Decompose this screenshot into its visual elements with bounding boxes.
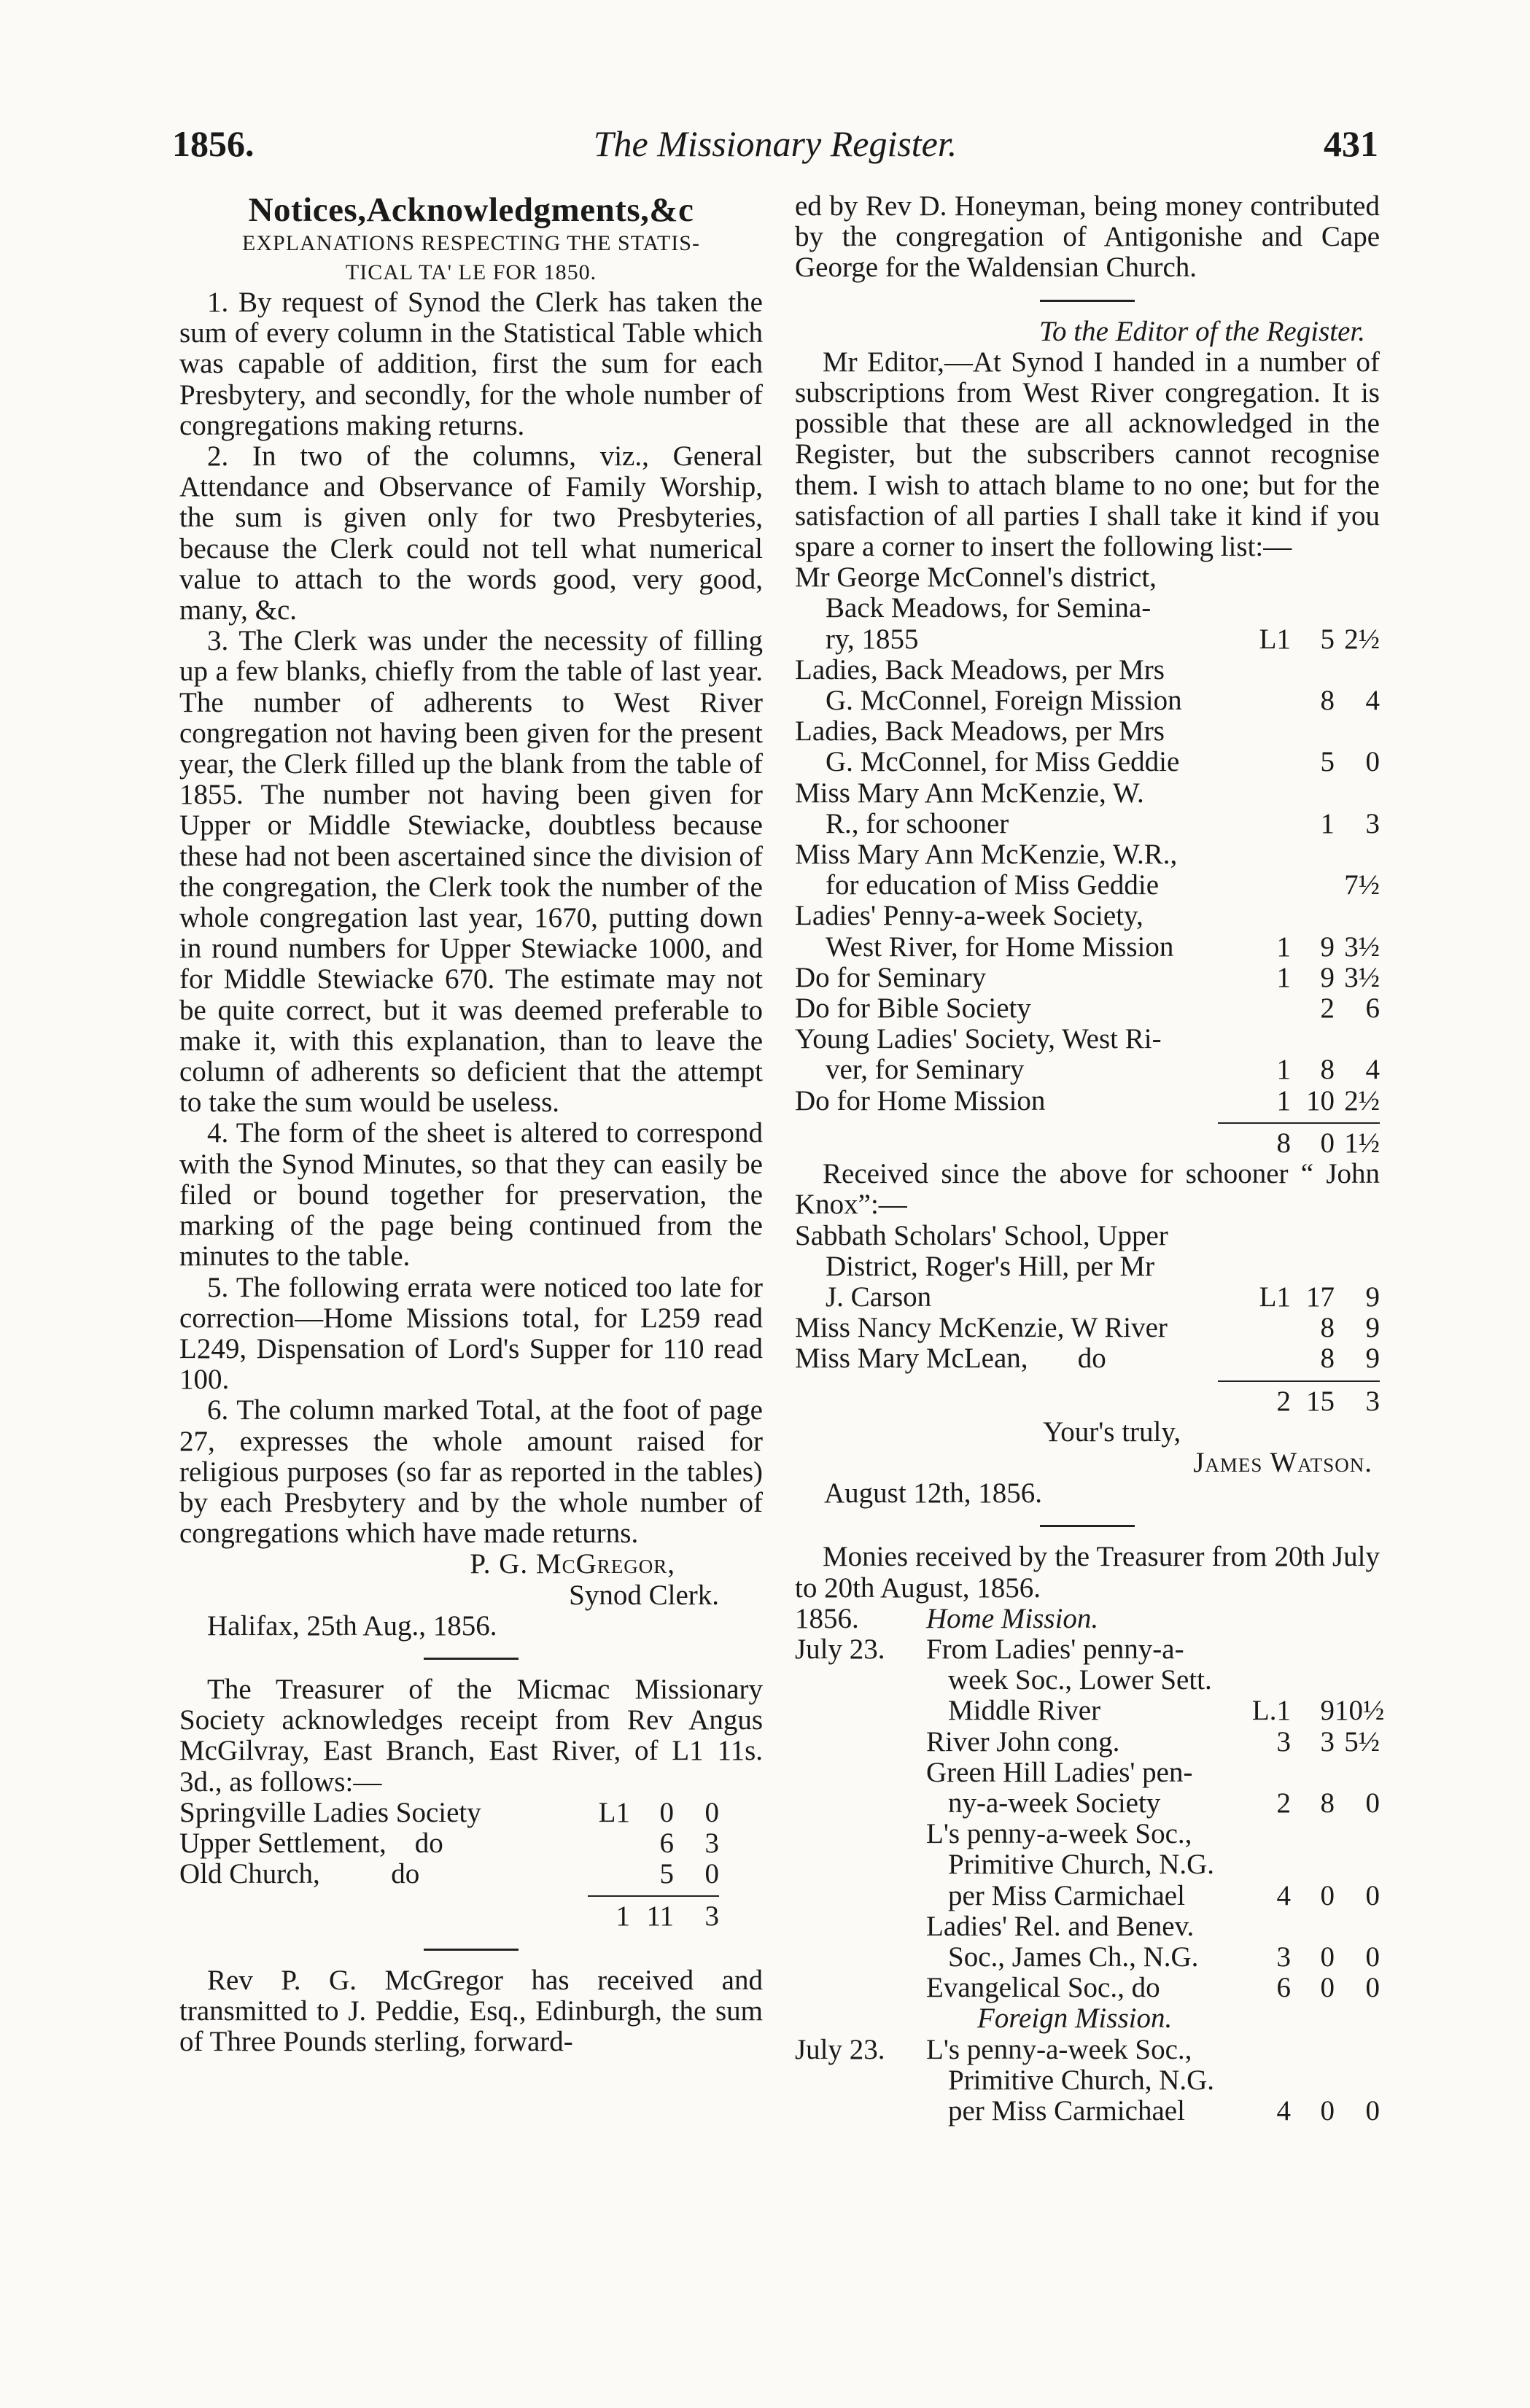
list-item <box>795 1221 1380 1313</box>
home-mission-list <box>795 1633 1385 2004</box>
amount-shillings: 2 <box>1320 993 1335 1025</box>
list-item-line <box>795 1788 1380 1819</box>
paragraph-5: 5. The following errata were noticed too late for correction—Home Missions total, for L259 read L249, Dispensation of Lord's Supper for 110 read 100. <box>179 1271 763 1396</box>
amount-pence: 2½ <box>1344 1084 1380 1116</box>
section-divider <box>424 1658 519 1660</box>
total-row: 8 0 1½ <box>1276 1127 1380 1159</box>
entry-description: L's penny-a-week Soc., <box>926 1818 1192 1850</box>
amount-pence <box>1335 1911 1380 1942</box>
entry-date: July 23. <box>795 2033 885 2065</box>
letter-heading: To the Editor of the Register. <box>1038 315 1365 347</box>
amount-pounds: 1 <box>1276 1054 1291 1086</box>
amount-pence <box>1335 839 1380 870</box>
amount-shillings <box>1291 655 1335 685</box>
list-item-line <box>795 685 1380 716</box>
amount-pence <box>1335 593 1380 624</box>
entry-description: per Miss Carmichael <box>948 2094 1185 2127</box>
amount-shillings <box>1291 593 1335 624</box>
list-item-line <box>795 1819 1380 1849</box>
list-item <box>795 1313 1380 1343</box>
monies-intro: Monies received by the Treasurer from 20th July to 20th August, 1856. <box>795 1541 1380 1604</box>
amount-pounds: 4 <box>1276 2094 1291 2127</box>
amount-shillings <box>1291 1665 1335 1696</box>
entry-description: River John cong. <box>926 1725 1120 1758</box>
closing: Your's truly, <box>1043 1415 1181 1448</box>
right-column <box>795 190 1385 2127</box>
amount-pounds <box>1244 1251 1291 1282</box>
list-item <box>795 963 1380 993</box>
list-item-line <box>795 2035 1380 2065</box>
list-item-line <box>795 1251 1380 1282</box>
subheading-line-2: TICAL TA' LE FOR 1850. <box>345 260 597 284</box>
amount-pence <box>1335 655 1380 685</box>
signature-place-date: Halifax, 25th Aug., 1856. <box>207 1609 497 1642</box>
list-item-line <box>795 1343 1380 1374</box>
list-item <box>795 1633 1385 1727</box>
entry-description: Miss Nancy McKenzie, W River <box>795 1312 1168 1344</box>
amount-pence: 4 <box>1365 685 1380 717</box>
amount-pounds <box>1244 1665 1291 1696</box>
entry-description: Ladies' Rel. and Benev. <box>926 1910 1195 1942</box>
amount-pence <box>1335 778 1380 809</box>
amount-shillings: 9 <box>1320 961 1335 993</box>
amount-pence <box>1335 2065 1380 2096</box>
amount-pounds <box>1244 809 1291 839</box>
amount-pounds <box>1244 993 1291 1024</box>
amount-pence <box>1335 1221 1380 1251</box>
list-item-line <box>795 1973 1380 2003</box>
amount-pence: 7½ <box>1344 869 1380 901</box>
amount-shillings: 9 <box>1320 931 1335 963</box>
amount-pounds <box>1244 1819 1291 1849</box>
amount-pounds <box>1244 593 1291 624</box>
micmac-intro: The Treasurer of the Micmac Missionary Society acknowledges receipt from Rev Angus McGilvray, East Branch, East River, of L1 11s. 3d., as follows:— <box>179 1673 763 1798</box>
amount-shillings: 8 <box>1320 685 1335 717</box>
amount-shillings <box>1291 1849 1335 1880</box>
list-item-line <box>795 963 1380 993</box>
amount-shillings: 8 <box>1320 1343 1335 1375</box>
list-item <box>795 655 1380 716</box>
amount-shillings <box>1291 716 1335 747</box>
amount-pounds: 2 <box>1276 1787 1291 1819</box>
entry-description: ver, for Seminary <box>826 1054 1025 1086</box>
list-item-line <box>795 747 1380 777</box>
amount-pence: 9 <box>1365 1343 1380 1375</box>
entry-description: From Ladies' penny-a- <box>926 1633 1184 1665</box>
paragraph-3: 3. The Clerk was under the necessity of filling up a few blanks, chiefly from the table of last year. The number of adherents to West River congregation not having been given for the present year, the Clerk filled up the blank from the table of 1855. The number not having been given for Upper or Middle Stewiacke, doubtless because these had not been ascertained since the division of the congregation, the Clerk took the number of the whole congregation last year, 1670, putting down in round numbers for Upper Stewiacke 1000, and for Middle Stewiacke 670. The estimate may not be quite correct, but it was deemed preferable to make it, with this explanation, than to leave the column of adherents so deficient that the attempt to take the sum would be useless. <box>179 625 763 1119</box>
signature-title: Synod Clerk. <box>569 1579 719 1611</box>
amount-pounds: L1 <box>1259 1281 1291 1313</box>
list-item-line <box>795 593 1380 624</box>
amount-pounds: 4 <box>1276 1879 1291 1911</box>
total-row: 2 15 3 <box>1276 1385 1380 1417</box>
entry-description: Back Meadows, for Semina- <box>826 592 1152 624</box>
list-item <box>795 1911 1380 1973</box>
entry-description: Ladies, Back Meadows, per Mrs <box>795 653 1165 685</box>
amount-pounds <box>1244 1758 1291 1788</box>
entry-description: ny-a-week Society <box>948 1787 1161 1819</box>
amount-pence: 3½ <box>1344 931 1380 963</box>
header-year: 1856. <box>172 123 255 164</box>
amount-pounds <box>1244 2035 1291 2065</box>
amount-pounds <box>1244 716 1291 747</box>
list-item <box>795 562 1380 655</box>
amount-pounds <box>1244 747 1291 777</box>
list-item-line <box>795 839 1380 870</box>
amount-pence <box>1335 1849 1380 1880</box>
amount-pence: 0 <box>1365 746 1380 778</box>
page-number: 431 <box>1324 123 1378 164</box>
entry-description: ry, 1855 <box>826 623 919 655</box>
entry-description: J. Carson <box>826 1281 932 1313</box>
list-item-line <box>795 901 1380 931</box>
entry-description: Ladies, Back Meadows, per Mrs <box>795 715 1165 747</box>
paragraph-1: 1. By request of Synod the Clerk has taken the sum of every column in the Statistical Table which was capable of addition, first the sum for each Presbytery, and secondly, for the whole number of congregations making returns. <box>179 287 763 441</box>
amount-pence: 4 <box>1365 1054 1380 1086</box>
list-item-line <box>795 1086 1380 1116</box>
amount-shillings: 5 <box>1320 623 1335 655</box>
amount-shillings: 5 <box>1320 746 1335 778</box>
list-item <box>795 1973 1380 2003</box>
micmac-table <box>179 1798 719 1933</box>
entry-description: Primitive Church, N.G. <box>948 1849 1215 1881</box>
amount-pence: 9 <box>1365 1281 1380 1313</box>
list-item <box>795 1343 1380 1374</box>
amount-shillings <box>1291 562 1335 593</box>
amount-shillings: 0 <box>1320 1879 1335 1911</box>
entry-description: District, Roger's Hill, per Mr <box>826 1250 1155 1282</box>
entry-description: Young Ladies' Society, West Ri- <box>795 1023 1162 1055</box>
entry-description: Do for Bible Society <box>795 993 1031 1025</box>
amount-pounds: 3 <box>1276 1941 1291 1973</box>
list-item-line <box>795 1881 1380 1911</box>
entry-description: West River, for Home Mission <box>826 931 1174 963</box>
amount-shillings <box>1291 839 1335 870</box>
entry-description: Miss Mary Ann McKenzie, W. <box>795 777 1144 809</box>
entry-description: for education of Miss Geddie <box>826 869 1160 901</box>
list-item-line <box>795 1634 1380 1665</box>
list-item-line <box>795 624 1380 655</box>
amount-pence: 6 <box>1365 993 1380 1025</box>
amount-pounds <box>1244 901 1291 931</box>
amount-pounds: L.1 <box>1251 1695 1291 1727</box>
entry-description: R., for schooner <box>826 807 1009 839</box>
running-header <box>172 123 1378 174</box>
amount-pence: 2½ <box>1344 623 1380 655</box>
list-item-line <box>795 1282 1380 1313</box>
table-row: Upper Settlement, do 6 3 <box>179 1827 719 1859</box>
amount-pence <box>1335 1819 1380 1849</box>
amount-shillings: 0 <box>1320 1941 1335 1973</box>
amount-shillings: 10 <box>1306 1084 1335 1116</box>
foreign-mission-list <box>795 2035 1380 2127</box>
section-divider <box>424 1949 519 1951</box>
amount-pence: 0 <box>1365 1787 1380 1819</box>
amount-pounds: 1 <box>1276 961 1291 993</box>
entry-date: July 23. <box>795 1633 885 1665</box>
amount-pence: 9 <box>1365 1312 1380 1344</box>
entry-description: Do for Seminary <box>795 961 987 993</box>
list-item-line <box>795 716 1380 747</box>
peddie-notice: Rev P. G. McGregor has received and transmitted to J. Peddie, Esq., Edinburgh, the sum of Three Pounds sterling, forward- <box>179 1964 763 2057</box>
signer-name: James Watson. <box>1193 1446 1372 1478</box>
paragraph-2: 2. In two of the columns, viz., General Attendance and Observance of Family Worship, the sum is given only for two Presbyteries, because the Clerk could not tell what numerical value to attach to the words good, very good, many, &c. <box>179 440 763 626</box>
entry-description: Evangelical Soc., do <box>926 1972 1160 2004</box>
amount-pounds <box>1244 2065 1291 2096</box>
amount-pounds <box>1244 1221 1291 1251</box>
foreign-mission-heading: Foreign Mission. <box>977 2003 1173 2035</box>
list-item-line <box>795 809 1380 839</box>
amount-shillings: 0 <box>1320 2094 1335 2127</box>
amount-shillings: 9 <box>1320 1695 1335 1727</box>
amount-pounds <box>1244 562 1291 593</box>
amount-pounds <box>1244 870 1291 901</box>
amount-pence: 0 <box>1365 2094 1380 2127</box>
amount-pence: 3 <box>1365 807 1380 839</box>
table-row: Springville Ladies Society L1 0 0 <box>179 1796 719 1828</box>
amount-shillings: 17 <box>1306 1281 1335 1313</box>
table-row: Old Church, do 5 0 <box>179 1858 719 1890</box>
sum-rule <box>1218 1122 1380 1124</box>
john-knox-list <box>795 1221 1380 1375</box>
list-item-line <box>795 778 1380 809</box>
subheading-line-1: EXPLANATIONS RESPECTING THE STATIS- <box>242 231 700 255</box>
list-item-line <box>795 993 1380 1024</box>
left-column <box>179 191 763 2057</box>
entry-description: Primitive Church, N.G. <box>948 2064 1215 2096</box>
amount-pence <box>1335 901 1380 931</box>
entry-description: Soc., James Ch., N.G. <box>948 1941 1199 1973</box>
amount-shillings: 1 <box>1320 807 1335 839</box>
entry-description: Miss Mary McLean, do <box>795 1343 1106 1375</box>
section-divider <box>1040 1525 1135 1527</box>
sum-rule <box>588 1895 719 1897</box>
list-item-line <box>795 1695 1385 1727</box>
west-river-list <box>795 562 1380 1116</box>
list-item <box>795 1758 1380 1819</box>
amount-pounds <box>1244 1911 1291 1942</box>
amount-pounds: 6 <box>1276 1972 1291 2004</box>
entry-description: Mr George McConnel's district, <box>795 562 1157 594</box>
list-item-line <box>795 1758 1380 1788</box>
letter-body: Mr Editor,—At Synod I handed in a number of subscriptions from West River congregation. It is possible that these are all acknowledged in the Register, but the subscribers cannot recognise them. I wish to attach blame to no one; but for the satisfaction of all parties I shall take it kind if you spare a corner to insert the following list:— <box>795 346 1380 563</box>
list-item-line <box>795 1665 1380 1696</box>
amount-pounds <box>1244 1313 1291 1343</box>
sum-rule <box>1218 1380 1380 1382</box>
list-item-line <box>795 655 1380 685</box>
amount-shillings <box>1291 1221 1335 1251</box>
entry-description: week Soc., Lower Sett. <box>948 1664 1212 1696</box>
entry-description: Green Hill Ladies' pen- <box>926 1756 1193 1788</box>
amount-pence: 0 <box>1365 1972 1380 2004</box>
list-item-line <box>795 2065 1380 2096</box>
entry-description: L's penny-a-week Soc., <box>926 2033 1192 2065</box>
amount-pounds <box>1244 778 1291 809</box>
entry-description: G. McConnel, Foreign Mission <box>826 685 1182 717</box>
list-item-line <box>795 932 1380 963</box>
letter-date: August 12th, 1856. <box>824 1477 1043 1510</box>
list-item <box>795 2035 1380 2127</box>
paragraph-6: 6. The column marked Total, at the foot of page 27, expresses the whole amount raised for religious purposes (so far as reported in the tables) by each Presbytery and by the whole number of congregations which have made returns. <box>179 1394 763 1550</box>
section-heading: Notices,Acknowledgments,&c <box>248 191 694 229</box>
entry-description: Sabbath Scholars' School, Upper <box>795 1219 1168 1251</box>
list-item <box>795 1024 1380 1085</box>
amount-shillings <box>1291 1911 1335 1942</box>
amount-pounds: L1 <box>1259 623 1291 655</box>
continued-paragraph: ed by Rev D. Honeyman, being money contributed by the congregation of Antigonishe and Cape George for the Waldensian Church. <box>795 190 1380 284</box>
paragraph-4: 4. The form of the sheet is altered to correspond with the Synod Minutes, so that they can easily be filed or bound together for preservation, the marking of the page being continued from the minutes to the table. <box>179 1117 763 1273</box>
total-row: 1 11 3 <box>616 1900 719 1933</box>
list-item-line <box>795 2096 1380 2127</box>
amount-pounds <box>1244 655 1291 685</box>
amount-pounds <box>1244 1024 1291 1055</box>
amount-pounds <box>1244 1634 1291 1665</box>
amount-pence <box>1335 562 1380 593</box>
amount-pence <box>1335 1634 1380 1665</box>
amount-pounds <box>1244 685 1291 716</box>
list-item-line <box>795 562 1380 593</box>
amount-pence: 0 <box>1365 1879 1380 1911</box>
journal-title: The Missionary Register. <box>593 123 958 164</box>
amount-pence: 3½ <box>1344 961 1380 993</box>
amount-shillings <box>1291 1251 1335 1282</box>
amount-pounds <box>1244 839 1291 870</box>
amount-pence <box>1335 716 1380 747</box>
amount-shillings <box>1291 901 1335 931</box>
entry-description: G. McConnel, for Miss Geddie <box>826 746 1180 778</box>
monies-year-row: 1856. Home Mission. <box>795 1602 1099 1634</box>
amount-shillings: 0 <box>1320 1972 1335 2004</box>
amount-shillings <box>1291 2035 1335 2065</box>
amount-pence <box>1335 1758 1380 1788</box>
amount-pence <box>1335 1665 1380 1696</box>
amount-pence: 10½ <box>1335 1695 1385 1727</box>
list-item <box>795 716 1380 777</box>
entry-description: per Miss Carmichael <box>948 1879 1185 1911</box>
entry-description: Do for Home Mission <box>795 1084 1046 1116</box>
amount-shillings <box>1291 1634 1335 1665</box>
list-item <box>795 993 1380 1024</box>
list-item-line <box>795 1849 1380 1880</box>
amount-shillings: 8 <box>1320 1054 1335 1086</box>
amount-pounds: 1 <box>1276 1084 1291 1116</box>
amount-shillings <box>1291 1024 1335 1055</box>
amount-pence <box>1335 1251 1380 1282</box>
amount-pounds: 3 <box>1276 1725 1291 1758</box>
amount-pounds: 1 <box>1276 931 1291 963</box>
list-item-line <box>795 1942 1380 1973</box>
list-item-line <box>795 1727 1380 1758</box>
amount-pence <box>1335 1024 1380 1055</box>
list-item-line <box>795 1055 1380 1085</box>
amount-shillings <box>1291 1819 1335 1849</box>
list-item <box>795 1727 1380 1758</box>
signature-name: P. G. McGregor, <box>470 1548 675 1580</box>
entry-description: Middle River <box>948 1695 1101 1727</box>
list-item-line <box>795 1024 1380 1055</box>
list-item <box>795 839 1380 901</box>
list-item-line <box>795 1911 1380 1942</box>
amount-shillings: 3 <box>1320 1725 1335 1758</box>
list-item <box>795 1086 1380 1116</box>
entry-description: Ladies' Penny-a-week Society, <box>795 900 1143 932</box>
list-item <box>795 778 1380 839</box>
list-item <box>795 901 1380 962</box>
amount-pence: 0 <box>1365 1941 1380 1973</box>
list-item <box>795 1819 1380 1911</box>
list-item-line <box>795 870 1380 901</box>
list-item-line <box>795 1221 1380 1251</box>
entry-description: Miss Mary Ann McKenzie, W.R., <box>795 839 1178 871</box>
amount-pounds <box>1244 1849 1291 1880</box>
knox-intro: Received since the above for schooner “ John Knox”:— <box>795 1158 1380 1221</box>
amount-shillings <box>1291 870 1335 901</box>
amount-shillings <box>1291 1758 1335 1788</box>
amount-shillings: 8 <box>1320 1787 1335 1819</box>
home-mission-heading: Home Mission. <box>926 1602 1099 1634</box>
amount-pence: 5½ <box>1344 1725 1380 1758</box>
amount-shillings <box>1291 778 1335 809</box>
section-divider <box>1040 300 1135 302</box>
amount-shillings <box>1291 2065 1335 2096</box>
amount-pence <box>1335 2035 1380 2065</box>
amount-pounds <box>1244 1343 1291 1374</box>
amount-shillings: 8 <box>1320 1312 1335 1344</box>
list-item-line <box>795 1313 1380 1343</box>
